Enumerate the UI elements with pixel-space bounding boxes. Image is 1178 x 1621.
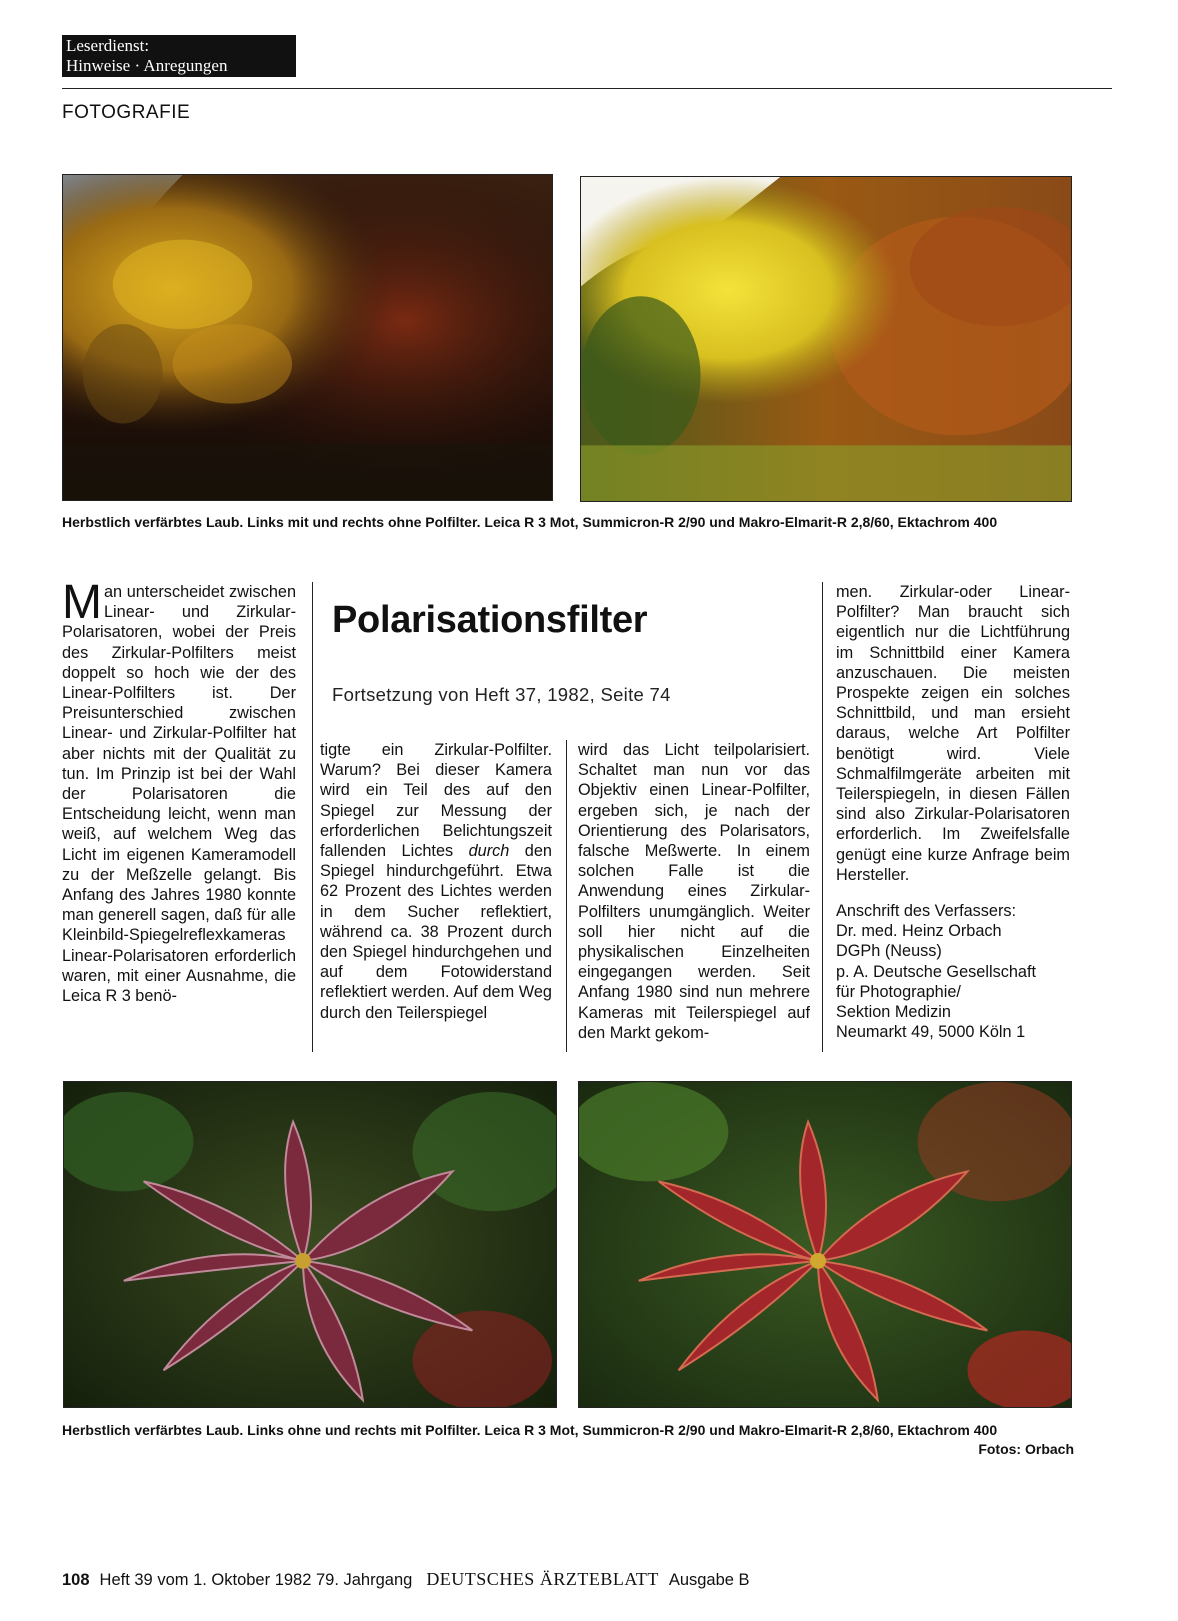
photo-red-leaves-without-polfilter	[63, 1081, 557, 1408]
page-footer	[62, 1569, 750, 1590]
masthead: DEUTSCHES ÄRZTEBLATT	[426, 1569, 659, 1589]
drop-cap: M	[62, 576, 102, 629]
edition: Ausgabe B	[668, 1571, 750, 1589]
column-2-emphasis: durch	[468, 842, 510, 861]
kicker: FOTOGRAFIE	[62, 102, 191, 123]
section-label-line2: Hinweise · Anregungen	[66, 56, 228, 75]
author-line: Sektion Medizin	[836, 1003, 951, 1022]
author-address	[836, 901, 1070, 1042]
author-line: p. A. Deutsche Gesellschaft	[836, 962, 1037, 981]
author-line: für Photographie/	[836, 982, 961, 1001]
column-3-text: wird das Licht teilpolarisiert. Schaltet man nun vor das Objektiv einen Linear-Polfilter, ergeben sich, je nach der Orientierung des Polarisators, falsche Meßwerte. In einem solchen Falle ist die Anwendung eines Zirkular-Polfilters unumgänglich. Weiter soll hier nicht auf die physikalischen Einzelheiten eingegangen werden. Seit Anfang 1980 sind nun mehrere Kameras mit Teilerspiegel auf den Markt gekom-	[578, 741, 810, 1042]
section-label-line1: Leserdienst:	[66, 36, 150, 55]
photo-credit: Fotos: Orbach	[978, 1440, 1074, 1457]
article-subtitle: Fortsetzung von Heft 37, 1982, Seite 74	[332, 684, 671, 705]
article-title: Polarisationsfilter	[332, 599, 648, 641]
column-1-text: an unterscheidet zwischen Linear- und Zirkular-Polarisatoren, wobei der Preis des Zirkular-Polfilters meist doppelt so hoch wie der des Linear-Polfilters ist. Der Preisunterschied zwischen Linear- und Zirkular-Polfilter hat aber nichts mit der Qualität zu tun. Im Prinzip ist bei der Wahl der Polarisatoren die Entscheidung leicht, wenn man weiß, auf welchem Weg das Licht im eigenen Kameramodell zu der Meßzelle gelangt. Bis Anfang des Jahres 1980 konnte man generell sagen, daß für alle Kleinbild-Spiegelreflexkameras Linear-Polarisatoren erforderlich waren, mit einer Ausnahme, die Leica R 3 benö-	[62, 583, 296, 1006]
caption-bottom-photos	[62, 1421, 1074, 1457]
author-line: Anschrift des Verfassers:	[836, 902, 1017, 921]
section-label	[62, 35, 296, 77]
column-4-text: men. Zirkular-oder Linear-Polfilter? Man braucht sich eigentlich nur die Lichtführung im Schnittbild einer Kamera anzuschauen. Die meisten Prospekte zeigen ein solches Schnittbild, und man ersieht daraus, welche Art Polfilter benötigt wird. Viele Schmalfilmgeräte arbeiten mit Teilerspiegeln, in diesen Fällen sind also Zirkular-Polarisatoren erforderlich. Im Zweifelsfalle genügt eine kurze Anfrage beim Hersteller.	[836, 583, 1070, 884]
article-column-4	[836, 582, 1070, 1042]
author-line: DGPh (Neuss)	[836, 942, 942, 961]
header-rule	[62, 88, 1112, 89]
column-2-text-a: tigte ein Zirkular-Polfilter. Warum? Bei dieser Kamera wird ein Teil des auf den Spiegel zur Messung der erforderlichen Belichtungszeit fallenden Lichtes	[320, 741, 552, 861]
article-column-2	[320, 740, 552, 1023]
caption-bottom-text: Herbstlich verfärbtes Laub. Links ohne und rechts mit Polfilter. Leica R 3 Mot, Summicron-R 2/90 und Makro-Elmarit-R 2,8/60, Ektachrom 400	[62, 1422, 998, 1438]
column-rule-2	[566, 740, 567, 1052]
author-line: Dr. med. Heinz Orbach	[836, 922, 1002, 941]
photo-red-leaves-with-polfilter	[578, 1081, 1072, 1408]
article-column-1	[62, 576, 296, 1006]
caption-top-photos: Herbstlich verfärbtes Laub. Links mit und rechts ohne Polfilter. Leica R 3 Mot, Summicron-R 2/90 und Makro-Elmarit-R 2,8/60, Ektachrom 400	[62, 514, 998, 530]
author-line: Neumarkt 49, 5000 Köln 1	[836, 1023, 1026, 1042]
column-rule-3	[822, 582, 823, 1052]
page-number: 108	[62, 1571, 90, 1589]
photo-autumn-trees-without-polfilter	[580, 176, 1072, 502]
column-rule-1	[312, 582, 313, 1052]
photo-autumn-trees-with-polfilter	[62, 174, 553, 501]
column-2-text-b: den Spiegel hindurchgeführt. Etwa 62 Prozent des Lichtes werden in dem Sucher reflektiert, während ca. 38 Prozent durch den Spiegel hindurchgehen und auf dem Fotowiderstand reflektiert werden. Auf dem Weg durch den Teilerspiegel	[320, 842, 552, 1022]
article-column-3	[578, 740, 810, 1043]
issue-info: Heft 39 vom 1. Oktober 1982 79. Jahrgang	[99, 1571, 413, 1589]
